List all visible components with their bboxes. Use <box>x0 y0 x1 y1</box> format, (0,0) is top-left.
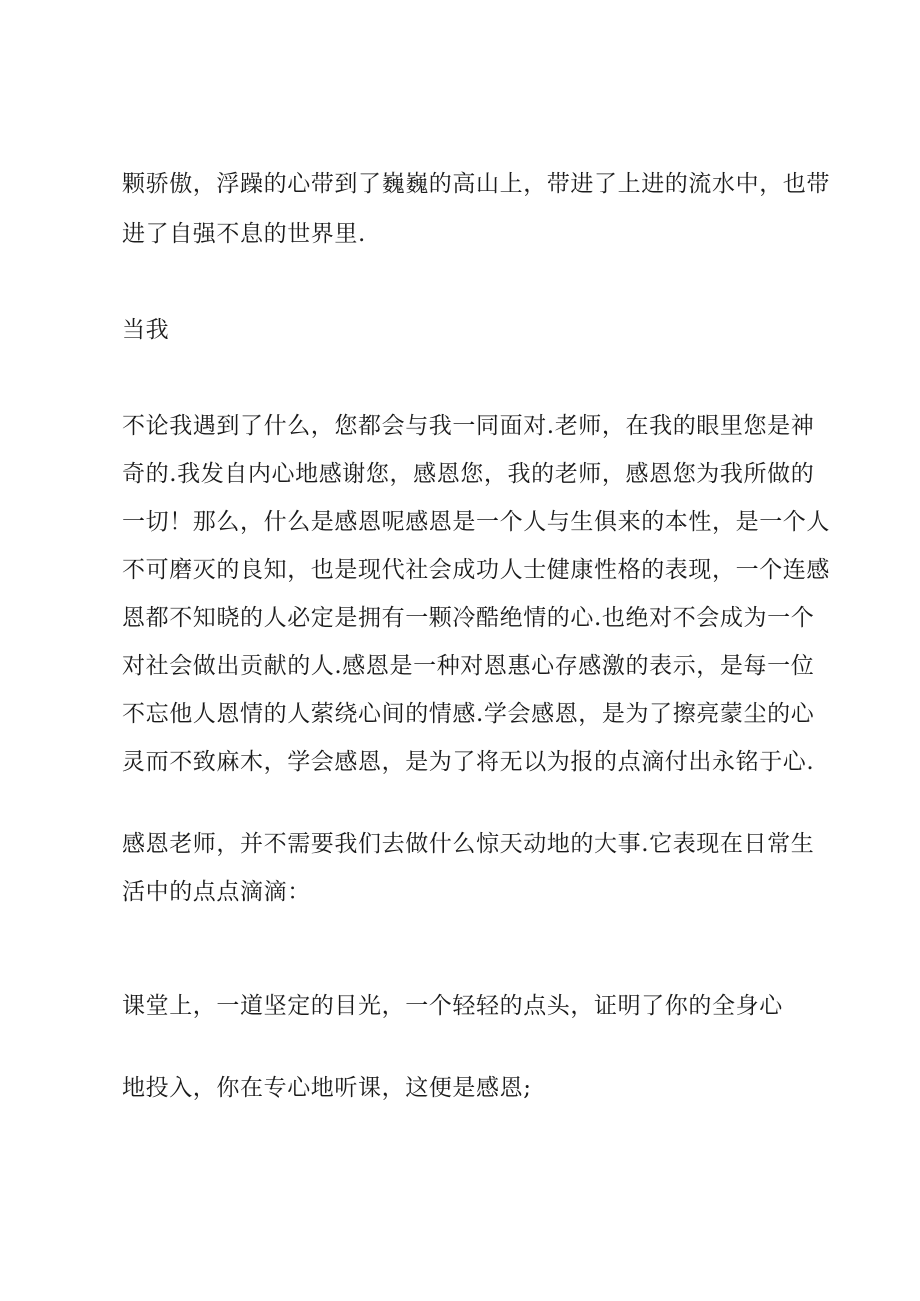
text-line: 恩都不知晓的人必定是拥有一颗冷酷绝情的心.也绝对不会成为一个 <box>122 605 815 631</box>
text-line: 当我 <box>122 317 170 343</box>
text-line: 一切！那么，什么是感恩呢感恩是一个人与生俱来的本性，是一个人 <box>122 509 830 535</box>
text-line: 课堂上，一道坚定的目光，一个轻轻的点头，证明了你的全身心 <box>122 993 783 1019</box>
text-line: 灵而不致麻木，学会感恩，是为了将无以为报的点滴付出永铭于心. <box>122 749 815 775</box>
text-line: 地投入，你在专心地听课，这便是感恩; <box>122 1075 532 1101</box>
text-line: 不可磨灭的良知，也是现代社会成功人士健康性格的表现，一个连感 <box>122 557 830 583</box>
text-line: 不论我遇到了什么，您都会与我一同面对.老师，在我的眼里您是神 <box>122 413 815 439</box>
text-line: 奇的.我发自内心地感谢您，感恩您，我的老师，感恩您为我所做的 <box>122 461 815 487</box>
text-line: 活中的点点滴滴： <box>122 879 311 905</box>
text-line: 颗骄傲，浮躁的心带到了巍巍的高山上，带进了上进的流水中，也带 <box>122 171 830 197</box>
text-line: 对社会做出贡献的人.感恩是一种对恩惠心存感激的表示，是每一位 <box>122 653 815 679</box>
text-line: 不忘他人恩情的人萦绕心间的情感.学会感恩，是为了擦亮蒙尘的心 <box>122 701 815 727</box>
text-line: 感恩老师，并不需要我们去做什么惊天动地的大事.它表现在日常生 <box>122 831 815 857</box>
text-line: 进了自强不息的世界里. <box>122 221 366 247</box>
